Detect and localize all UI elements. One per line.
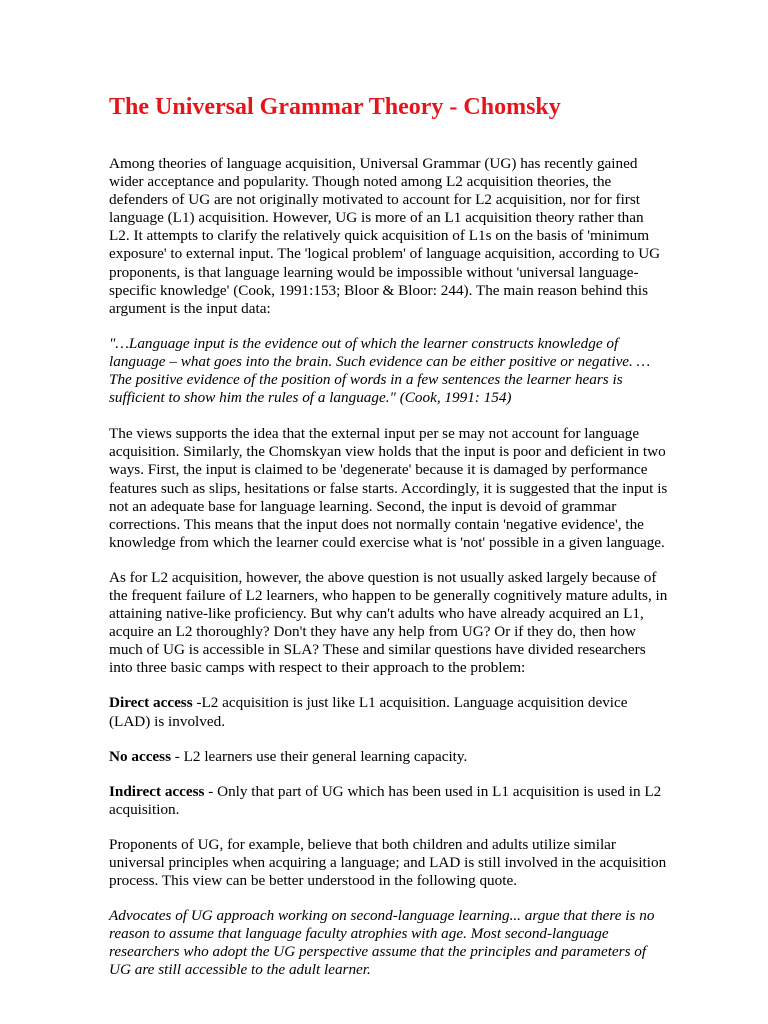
definition-indirect-access: - Only that part of UG which has been used in L1 acquisition is used in L2 acquisition. (109, 782, 662, 818)
paragraph-intro: Among theories of language acquisition, Universal Grammar (UG) has recently gained wider acceptance and popularity. Though noted among L2 acquisition theories, the defenders of UG are not originally motivated to account for L2 acquisition, nor for first language (L1) acquisition. However, UG is more of an L1 acquisition theory rather than L2. It attempts to clarify the relatively quick acquisition of L1s on the basis of 'minimum exposure' to external input. The 'logical problem' of language acquisition, according to UG proponents, is that language learning would be impossible without 'universal language-specific knowledge' (Cook, 1991:153; Bloor & Bloor: 244). The main reason behind this argument is the input data: (109, 155, 661, 317)
quote-advocates: Advocates of UG approach working on second-language learning... argue that there is no reason to assume that language faculty atrophies with age. Most second-language researchers who adopt the UG perspective assume that the principles and parameters of UG are still accessible to the adult learner. (109, 907, 655, 979)
page-title: The Universal Grammar Theory - Chomsky (109, 94, 561, 120)
quote-cook: "…Language input is the evidence out of which the learner constructs knowledge of language – what goes into the brain. Such evidence can be either positive or negative. … The positive evidence of the position of words in a few sentences the learner hears is sufficient to show him the rules of a language." (Cook, 1991: 154) (109, 334, 651, 407)
term-no-access: No access (109, 747, 171, 765)
definition-no-access: - L2 learners use their general learning capacity. (171, 747, 468, 765)
list-item-no-access (109, 748, 668, 766)
term-direct-access: Direct access (109, 694, 193, 712)
definition-direct-access: -L2 acquisition is just like L1 acquisition. Language acquisition device (LAD) is involved. (109, 694, 628, 730)
paragraph-proponents: Proponents of UG, for example, believe that both children and adults utilize similar universal principles when acquiring a language; and LAD is still involved in the acquisition process. This view can be better understood in the following quote. (109, 835, 667, 890)
term-indirect-access: Indirect access (109, 782, 205, 800)
list-item-indirect-access (109, 783, 668, 819)
paragraph-l2-acquisition: As for L2 acquisition, however, the above question is not usually asked largely because of the frequent failure of L2 learners, who happen to be generally cognitively mature adults, in attaining native-like proficiency. But why can't adults who have already acquired an L1, acquire an L2 thoroughly? Don't they have any help from UG? Or if they do, then how much of UG is accessible in SLA? These and similar questions have divided researchers into three basic camps with respect to their approach to the problem: (109, 568, 668, 677)
paragraph-input-views: The views supports the idea that the external input per se may not account for language acquisition. Similarly, the Chomskyan view holds that the input is poor and deficient in two ways. First, the input is claimed to be 'degenerate' because it is damaged by performance features such as slips, hesitations or false starts. Accordingly, it is suggested that the input is not an adequate base for language learning. Second, the input is devoid of grammar corrections. This means that the input does not normally contain 'negative evidence', the knowledge from which the learner could exercise what is 'not' possible in a given language. (109, 425, 668, 551)
list-item-direct-access (109, 694, 668, 730)
